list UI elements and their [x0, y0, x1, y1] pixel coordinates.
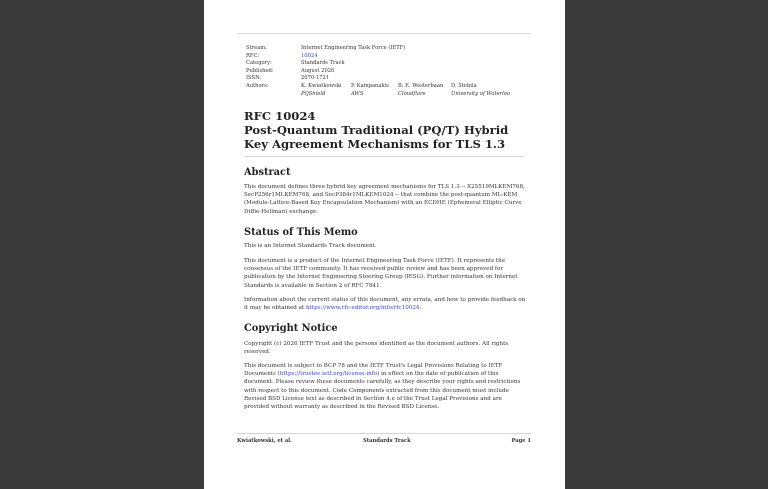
rfc-info-link[interactable]: https://www.rfc-editor.org/info/rfc10024 [306, 305, 420, 312]
author-entry [351, 83, 398, 98]
status-paragraph-3-end: . [419, 305, 422, 312]
copyright-heading: Copyright Notice [244, 323, 338, 334]
published-label: Published: [246, 67, 274, 74]
rfc-number-link[interactable]: 10024 [301, 52, 318, 59]
author-affiliation: AWS [351, 90, 364, 97]
status-paragraph-3 [244, 296, 528, 312]
document-metadata [246, 45, 521, 98]
status-paragraph-2: This document is a product of the Internet Engineering Task Force (IETF). It represents the consensus of the IETF community. It has received public review and has been approved for publication by the Internet Engineering Steering Group (IESG). Further information on Internet Standards is available in Section 2 of RFC 7841. [244, 258, 518, 289]
status-paragraph-3-text: Information about the current status of this document, any errata, and how to provide feedback on it may be obtained at [244, 297, 526, 312]
published-value: August 2026 [301, 67, 335, 74]
author-name: D. Stebila [451, 82, 477, 89]
authors-list [301, 83, 521, 98]
footer-divider [237, 433, 531, 434]
author-name: B. E. Westerbaan [398, 82, 444, 89]
header-divider [237, 33, 531, 34]
issn-label: ISSN: [246, 75, 262, 82]
category-label: Category: [246, 60, 272, 67]
abstract-text: This document defines three hybrid key agreement mechanisms for TLS 1.3 -- X25519MLKEM768, SecP256r1MLKEM768, and SecP384r1MLKEM1024 -- that combine the post-quantum ML-KEM (Module-Lattice-Based Key Encapsulation Mechanism) with an ECDHE (Ephemeral Elliptic Curve Diffie-Hellman) exchange. [244, 184, 525, 215]
status-paragraph-1: This is an Internet Standards Track document. [244, 243, 377, 249]
issn-value: 2070-1721 [301, 75, 330, 82]
copyright-paragraph-2 [244, 362, 528, 411]
rfc-title-number: RFC 10024 [244, 109, 316, 123]
author-affiliation: PQShield [301, 90, 326, 97]
author-entry [398, 83, 451, 98]
abstract-heading: Abstract [244, 167, 291, 178]
footer-status: Standards Track [363, 438, 411, 444]
rfc-label: RFC: [246, 52, 260, 59]
stream-value: Internet Engineering Task Force (IETF) [301, 45, 406, 51]
author-entry [301, 83, 351, 98]
title-divider [244, 156, 525, 157]
author-name: K. Kwiatkowski [301, 82, 342, 89]
copyright-paragraph-2-text: This document is subject to BCP 78 and the IETF Trust's Legal Provisions Relating to IETF Documents ( [244, 363, 503, 378]
status-heading: Status of This Memo [244, 227, 358, 238]
author-name: P. Kampanakis [351, 82, 389, 89]
footer-page-number: Page 1 [511, 438, 531, 444]
document-page [204, 0, 565, 489]
copyright-paragraph-2-end: ) in effect on the date of publication of this document. Please review these documents carefully, as they describe your rights and restrictions with respect to this document. Code Components extracted from this document must include Revised BSD License text as described in Section 4.e of the Trust Legal Provisions and are provided without warranty as described in the Revised BSD License. [244, 371, 521, 411]
author-entry [451, 83, 521, 98]
author-affiliation: University of Waterloo [451, 90, 511, 97]
authors-label: Authors: [246, 82, 269, 89]
category-value: Standards Track [301, 60, 345, 67]
license-info-link[interactable]: https://trustee.ietf.org/license-info [279, 371, 378, 378]
copyright-paragraph-1: Copyright (c) 2026 IETF Trust and the persons identified as the document authors. All rights reserved. [244, 341, 509, 356]
stream-label: Stream: [246, 45, 267, 51]
footer-authors: Kwiatkowski, et al. [237, 438, 292, 444]
author-affiliation: Cloudflare [398, 90, 426, 97]
document-title-block [244, 109, 534, 151]
document-title: Post-Quantum Traditional (PQ/T) Hybrid Key Agreement Mechanisms for TLS 1.3 [244, 123, 509, 151]
